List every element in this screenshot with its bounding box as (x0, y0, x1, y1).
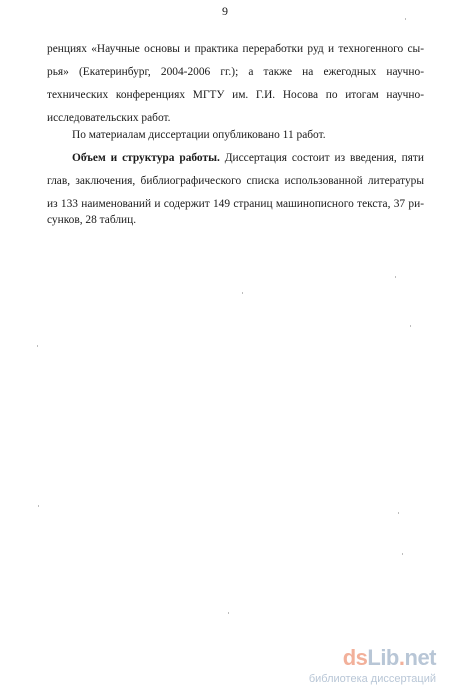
text-line: сунков, 28 таблиц. (47, 214, 137, 226)
scan-speck (37, 345, 38, 347)
text-line: технических конференциях МГТУ им. Г.И. Носова по итогам научно- (47, 89, 424, 101)
text-line: из 133 наименований и содержит 149 страниц машинописного текста, 37 ри- (47, 198, 424, 210)
text-span: Диссертация состоит из введения, пяти (219, 152, 424, 164)
page-number: 9 (222, 4, 228, 18)
logo-text-net: net (404, 645, 436, 670)
logo-text-ds: ds (342, 645, 368, 670)
scan-speck (402, 553, 403, 555)
scan-speck (395, 276, 396, 278)
scan-speck (38, 505, 39, 507)
logo-text-dot: . (398, 645, 405, 670)
text-line: По материалам диссертации опубликовано 11 работ. (72, 129, 326, 141)
section-lead-bold: Объем и структура работы. (72, 152, 220, 164)
scan-speck (410, 325, 411, 327)
text-line: исследовательских работ. (47, 112, 171, 124)
scan-speck (405, 18, 406, 20)
scan-speck (242, 292, 243, 294)
text-line: рья» (Екатеринбург, 2004-2006 гг.); а также на ежегодных научно- (47, 66, 424, 78)
text-line: ренциях «Научные основы и практика переработки руд и техногенного сы- (47, 43, 424, 55)
text-line: глав, заключения, библиографического списка использованной литературы (47, 175, 424, 187)
text-line (72, 151, 424, 165)
scan-speck (398, 512, 399, 514)
dslib-watermark (300, 644, 438, 692)
watermark-subtitle: библиотека диссертаций (308, 673, 436, 685)
logo-text-lib: Lib (367, 645, 399, 670)
scan-speck (228, 612, 229, 614)
watermark-logo (343, 644, 436, 672)
